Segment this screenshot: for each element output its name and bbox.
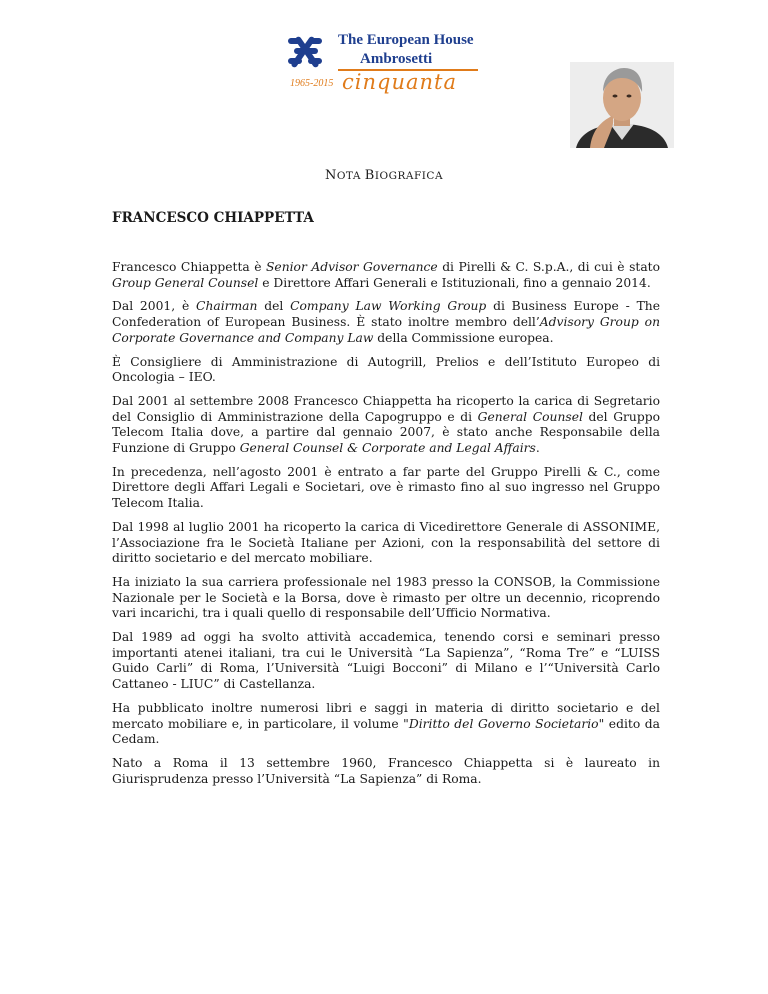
bio-paragraph [112, 260, 660, 291]
text-run: del Gruppo Telecom Italia dove, a partire dal gennaio 2007, è stato anche Responsabile della Funzione di Gruppo [112, 409, 660, 456]
text-run: È Consigliere di Amministrazione di Autogrill, Prelios e dell’Istituto Europeo di Oncologia – IEO. [112, 354, 660, 385]
text-run: Dal 1998 al luglio 2001 ha ricoperto la carica di Vicedirettore Generale di ASSONIME, l’Associazione fra le Società Italiane per Azioni, con la responsabilità del settore di diritto societario e del mercato mobiliare. [112, 519, 660, 566]
portrait-image-icon [570, 62, 674, 148]
bio-paragraph [112, 299, 660, 346]
bio-paragraph [112, 520, 660, 567]
italic-text: General Counsel [477, 409, 583, 424]
bio-paragraph [112, 756, 660, 787]
text-run: Dal 2001 al settembre 2008 Francesco Chiappetta ha ricoperto la carica di Segretario del Consiglio di Amministrazione della Capogruppo e di [112, 393, 660, 424]
text-run: di Business Europe - The Confederation of European Business. È stato inoltre membro dell’ [112, 299, 660, 330]
person-name: FRANCESCO CHIAPPETTA [112, 210, 314, 226]
text-run: " edito da Cedam. [112, 716, 660, 747]
text-run: di Pirelli & C. S.p.A., di cui è stato [437, 260, 660, 274]
italic-text: Senior Advisor Governance [266, 260, 438, 274]
italic-text: Group General Counsel [112, 275, 259, 290]
logo-text-line2: Ambrosetti [360, 51, 433, 67]
text-run: della Commissione europea. [373, 330, 554, 345]
text-run: Dal 1989 ad oggi ha svolto attività accademica, tenendo corsi e seminari presso importanti atenei italiani, tra cui le Università “La Sapienza”, “Roma Tre” e “LUISS Guido Carli” di Roma, l’Università “Luigi Bocconi” di Milano e l’“Università Carlo Cattaneo - LIUC” di Castellanza. [112, 630, 660, 692]
bio-paragraph [112, 465, 660, 512]
italic-text: General Counsel & Corporate and Legal Affairs [239, 441, 536, 456]
text-run: del [257, 299, 291, 314]
title-rest-ota: OTA [336, 170, 365, 182]
italic-text: Chairman [196, 299, 258, 314]
logo-mark-icon [286, 34, 326, 74]
bio-paragraph [112, 701, 660, 748]
bio-paragraph [112, 355, 660, 386]
text-run: Francesco Chiappetta è [112, 260, 266, 274]
text-run: Dal 2001, è [112, 299, 197, 314]
italic-text: Advisory Group on Corporate Governance and Company Law [112, 315, 660, 345]
text-run: . [535, 441, 540, 456]
title-cap-b: B [364, 168, 375, 183]
logo-script-text: cinquanta [342, 70, 457, 94]
italic-text: Company Law Working Group [290, 299, 487, 314]
bio-paragraph [112, 394, 660, 457]
bio-paragraph [112, 630, 660, 693]
logo-text-line1: The European House [338, 32, 474, 48]
title-rest-iografica: IOGRAFICA [374, 170, 444, 182]
portrait-photo [570, 62, 674, 148]
biography-text [112, 260, 660, 795]
text-run: Ha iniziato la sua carriera professionale nel 1983 presso la CONSOB, la Commissione Nazionale per le Società e la Borsa, dove è rimasto per oltre un decennio, ricoprendo vari incarichi, tra i quali quello di responsabile dell’Ufficio Normativa. [112, 574, 660, 621]
text-run: Ha pubblicato inoltre numerosi libri e saggi in materia di diritto societario e del mercato mobiliare e, in particolare, il volume " [112, 700, 660, 731]
italic-text: Diritto del Governo Societario [408, 716, 599, 731]
text-run: Nato a Roma il 13 settembre 1960, Francesco Chiappetta si è laureato in Giurisprudenza presso l’Università “La Sapienza” di Roma. [112, 755, 660, 786]
company-logo [286, 32, 482, 96]
title-cap-n: N [324, 168, 337, 183]
section-title [0, 168, 768, 183]
bio-paragraph [112, 575, 660, 622]
text-run: e Direttore Affari Generali e Istituzionali, fino a gennaio 2014. [258, 275, 651, 290]
text-run: In precedenza, nell’agosto 2001 è entrato a far parte del Gruppo Pirelli & C., come Direttore degli Affari Legali e Societari, ove è rimasto fino al suo ingresso nel Gruppo Telecom Italia. [112, 464, 660, 511]
logo-years: 1965-2015 [290, 78, 334, 89]
